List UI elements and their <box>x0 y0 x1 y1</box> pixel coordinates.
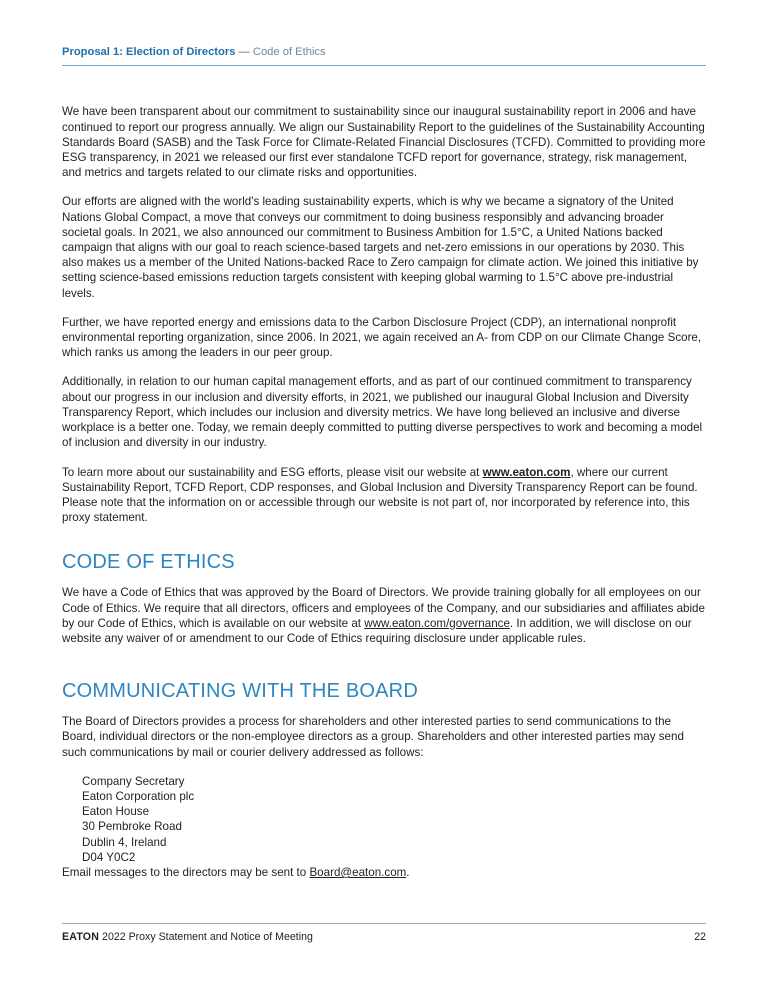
address-line: D04 Y0C2 <box>82 850 136 864</box>
email-text-before: Email messages to the directors may be sent to <box>62 865 310 879</box>
eaton-website-link[interactable]: www.eaton.com <box>482 465 571 479</box>
footer-document-title: 2022 Proxy Statement and Notice of Meeting <box>99 931 313 943</box>
page-content <box>62 46 706 894</box>
paragraph-communicating-intro: The Board of Directors provides a process for shareholders and other interested parties to send communications to the Board, individual directors or the non-employee directors as a group. Shareholders and other interested parties may send such communications by mail or courier delivery addressed as follows: <box>62 715 684 759</box>
governance-website-link[interactable]: www.eaton.com/governance <box>364 616 510 630</box>
header-section-title: Code of Ethics <box>252 46 326 58</box>
heading-code-of-ethics: CODE OF ETHICS <box>62 551 235 574</box>
learn-more-text-before: To learn more about our sustainability and ESG efforts, please visit our website at <box>62 465 483 479</box>
paragraph-learn-more <box>62 465 706 526</box>
footer-brand: EATON <box>62 931 100 943</box>
address-line: Company Secretary <box>82 774 185 788</box>
page-header <box>62 46 706 66</box>
footer-page-number: 22 <box>694 931 706 943</box>
learn-more-text-after: , where our current Sustainability Report, TCFD Report, CDP responses, and Global Inclusion and Diversity Transparency Report can be found. Please note that the information on or accessible through our website is not part of, nor incorporated by reference into, this proxy statement. <box>62 465 698 525</box>
paragraph-email-directors <box>62 865 706 880</box>
paragraph-code-of-ethics <box>62 585 706 646</box>
paragraph-sustainability-reporting: We have been transparent about our commitment to sustainability since our inaugural sustainability report in 2006 and have continued to report our progress annually. We align our Sustainability Report to the guidelines of the Sustainability Accounting Standards Board (SASB) and the Task Force for Climate-Related Financial Disclosures (TCFD). Committed to providing more ESG transparency, in 2021 we released our first ever standalone TCFD report for governance, strategy, risk management, and metrics and targets related to our climate risks and opportunities. <box>62 105 706 180</box>
footer-title <box>62 931 313 943</box>
paragraph-cdp: Further, we have reported energy and emissions data to the Carbon Disclosure Project (CDP), an international nonprofit environmental reporting organization, since 2006. In 2021, we again received an A- from CDP on our Climate Change Score, which ranks us among the leaders in our peer group. <box>62 315 702 360</box>
address-line: Eaton House <box>82 805 150 819</box>
mailing-address-block <box>82 774 706 865</box>
heading-communicating-with-the-board: COMMUNICATING WITH THE BOARD <box>62 680 418 703</box>
address-line: Eaton Corporation plc <box>82 789 195 803</box>
email-text-after: . <box>406 865 410 879</box>
address-line: Dublin 4, Ireland <box>82 835 167 849</box>
code-of-ethics-text-after: . In addition, we will disclose on our website any waiver of or amendment to our Code of Ethics requiring disclosure under applicable rules. <box>62 616 692 645</box>
page-footer <box>62 923 706 943</box>
address-line: 30 Pembroke Road <box>82 820 182 834</box>
header-proposal-title: Proposal 1: Election of Directors <box>62 46 236 58</box>
header-separator: — <box>235 46 253 58</box>
code-of-ethics-text-before: We have a Code of Ethics that was approved by the Board of Directors. We provide training globally for all employees on our Code of Ethics. We require that all directors, officers and employees of the Company, and our subsidiaries and affiliates abide by our Code of Ethics, which is available on our website at <box>62 586 705 630</box>
board-email-link[interactable]: Board@eaton.com <box>309 865 407 879</box>
paragraph-global-compact: Our efforts are aligned with the world's leading sustainability experts, which is why we became a signatory of the United Nations Global Compact, a move that conveys our commitment to doing business responsibly and advancing broader societal goals. In 2021, we also announced our commitment to Business Ambition for 1.5°C, a United Nations backed campaign that aligns with our goal to reach science-based targets and net-zero emissions in our operations by 2030. This also makes us a member of the United Nations-backed Race to Zero campaign for climate action. We joined this initiative by setting science-based emissions reduction targets consistent with keeping global warming to 1.5°C above pre-industrial levels. <box>62 195 699 300</box>
paragraph-inclusion-diversity: Additionally, in relation to our human capital management efforts, and as part of our continued commitment to transparency about our progress in our inclusion and diversity efforts, in 2021, we published our inaugural Global Inclusion and Diversity Transparency Report, which includes our inclusion and diversity metrics. We have long believed an inclusive and diverse workplace is a better one. Today, we remain deeply committed to putting diverse perspectives to work and becoming a model of inclusion and diversity in our industry. <box>62 375 703 450</box>
